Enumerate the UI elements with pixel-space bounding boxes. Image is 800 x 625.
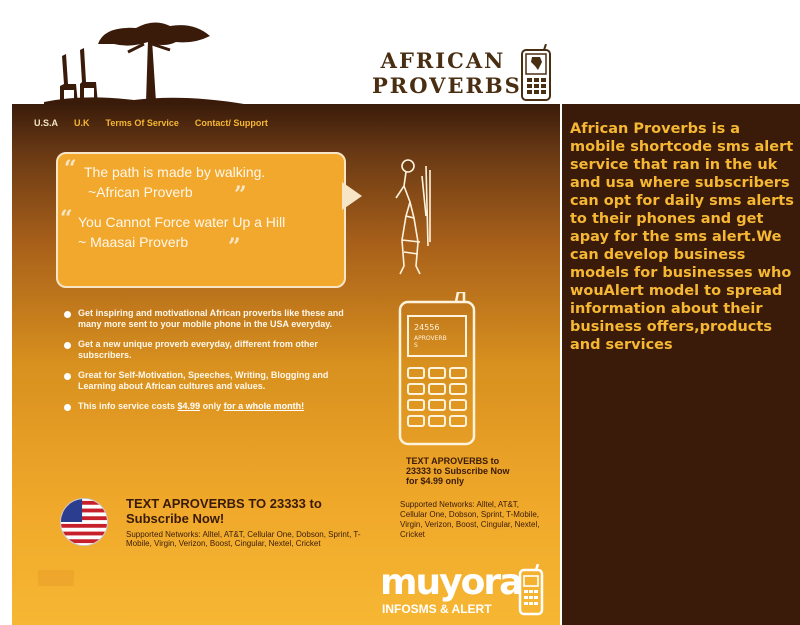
- logo-text: [372, 48, 522, 98]
- nav-uk[interactable]: U.K: [74, 118, 90, 128]
- usa-flag-icon: [60, 498, 108, 546]
- open-quote-icon: “: [64, 156, 77, 182]
- muyora-logo[interactable]: [378, 562, 546, 622]
- phone-screen-text-2: S: [414, 342, 418, 349]
- feature-item: Get a new unique proverb everyday, different from other subscribers.: [64, 339, 344, 361]
- quote-2-text: You Cannot Force water Up a Hill: [78, 214, 286, 230]
- nav-contact-support[interactable]: Contact/ Support: [194, 118, 268, 128]
- faint-button[interactable]: [38, 570, 74, 586]
- african-woman-illustration: [386, 156, 446, 278]
- quote-bubble: [56, 152, 346, 288]
- service-description: African Proverbs is a mobile shortcode sms alert service that ran in the uk and usa where subscribers can opt for daily sms alerts to their phones and get apay for the sms alert.We can develop business models for businesses who wouAlert model to spread information about their business offers,products and services: [570, 121, 794, 353]
- header: [0, 0, 800, 104]
- africa-phone-icon: [520, 44, 554, 102]
- phone-screen-number: 24556: [414, 323, 440, 332]
- price-prefix: This info service costs: [78, 401, 178, 411]
- logo-line-1: AFRICAN: [380, 48, 506, 73]
- quote-1-author: ~African Proverb: [88, 184, 193, 200]
- feature-item: Get inspiring and motivational African proverbs like these and many more sent to your mobile phone in the USA everyday.: [64, 308, 344, 330]
- quote-1: [84, 162, 344, 202]
- phone-icon: [518, 564, 544, 616]
- description-sidebar: [562, 104, 800, 625]
- supported-networks-right: Supported Networks: Alltel, AT&T, Cellular One, Dobson, Sprint, T-Mobile, Virgin, Verizon, Boost, Cingular, Nextel, Cricket: [400, 500, 540, 539]
- bubble-tail: [342, 182, 362, 210]
- mobile-phone-illustration: [394, 292, 480, 448]
- muyora-wordmark: muyora: [380, 562, 522, 603]
- nav-usa[interactable]: U.S.A: [34, 118, 59, 128]
- nav-terms-of-service[interactable]: Terms Of Service: [105, 118, 179, 128]
- top-nav: [34, 118, 284, 128]
- feature-item: Great for Self-Motivation, Speeches, Writing, Blogging and Learning about African cultures and values.: [64, 370, 344, 392]
- close-quote-icon: ”: [234, 182, 247, 208]
- main-panel: [12, 104, 560, 625]
- quote-1-text: The path is made by walking.: [84, 164, 266, 180]
- quote-2-author: ~ Maasai Proverb: [78, 234, 189, 250]
- logo-line-2: PROVERBS: [372, 73, 522, 98]
- acacia-giraffes-illustration: [44, 14, 244, 106]
- close-quote-icon: ”: [228, 234, 241, 260]
- whole-month-link[interactable]: for a whole month!: [223, 401, 305, 411]
- phone-screen-text: APROVERB: [414, 335, 447, 342]
- muyora-tagline: INFOSMS & ALERT: [382, 602, 492, 616]
- feature-item-price: [64, 401, 344, 412]
- quote-2: [78, 212, 346, 252]
- price-link[interactable]: $4.99: [177, 401, 201, 411]
- supported-networks: Supported Networks: Alltel, AT&T, Cellular One, Dobson, Sprint, T-Mobile, Virgin, Verizon, Boost, Cingular, Nextel, Cricket: [126, 530, 361, 548]
- phone-subscribe-caption: TEXT APROVERBS to 23333 to Subscribe Now for $4.99 only: [406, 456, 510, 486]
- price-mid: only: [200, 401, 224, 411]
- african-proverbs-logo[interactable]: [372, 44, 562, 104]
- subscribe-headline: TEXT APROVERBS TO 23333 to Subscribe Now!: [126, 496, 322, 526]
- open-quote-icon: “: [60, 206, 73, 232]
- feature-list: [64, 308, 344, 421]
